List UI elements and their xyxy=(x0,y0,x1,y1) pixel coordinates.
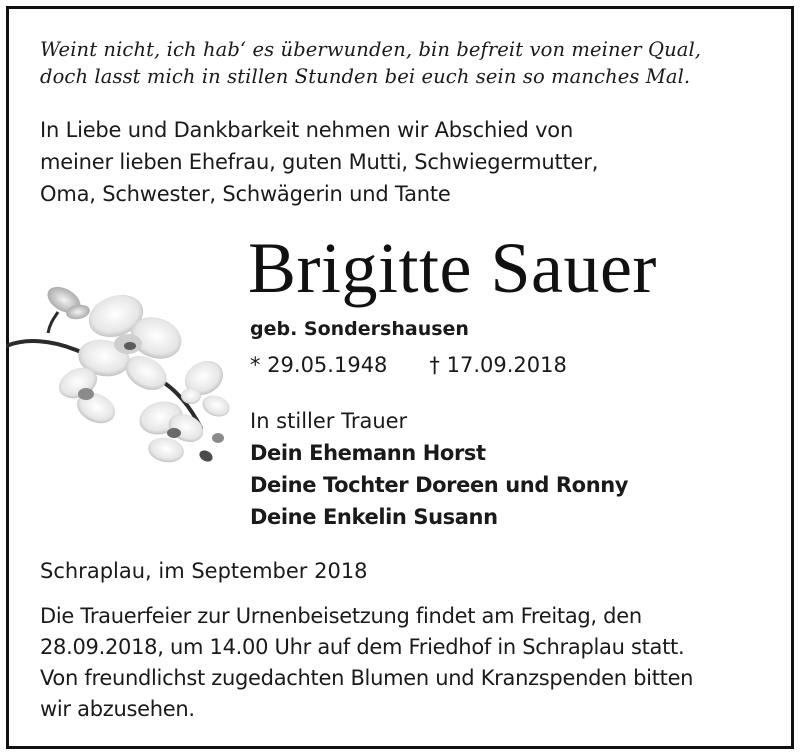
ceremony-text xyxy=(40,601,693,725)
mourning-heading: In stiller Trauer xyxy=(250,409,408,433)
mourners-list xyxy=(250,437,628,533)
motto-verse xyxy=(40,36,701,90)
maiden-name: geb. Sondershausen xyxy=(250,318,469,340)
deceased-name: Brigitte Sauer xyxy=(248,228,657,308)
ceremony-line: Von freundlichst zugedachten Blumen und Kranzspenden bitten xyxy=(40,666,694,690)
ceremony-line: 28.09.2018, um 14.00 Uhr auf dem Friedhof in Schraplau statt. xyxy=(40,635,685,659)
motto-line: Weint nicht, ich hab‘ es überwunden, bin befreit von meiner Qual, xyxy=(40,38,702,61)
mourner: Deine Tochter Doreen und Ronny xyxy=(250,473,629,497)
death-date: † 17.09.2018 xyxy=(429,353,567,377)
birth-date: * 29.05.1948 xyxy=(250,353,388,377)
intro-text xyxy=(40,114,598,210)
intro-line: meiner lieben Ehefrau, guten Mutti, Schwiegermutter, xyxy=(40,150,599,174)
ceremony-line: Die Trauerfeier zur Urnenbeisetzung findet am Freitag, den xyxy=(40,604,642,628)
intro-line: In Liebe und Dankbarkeit nehmen wir Abschied von xyxy=(40,118,574,142)
mourner: Dein Ehemann Horst xyxy=(250,441,486,465)
motto-line: doch lasst mich in stillen Stunden bei euch sein so manches Mal. xyxy=(40,65,691,88)
intro-line: Oma, Schwester, Schwägerin und Tante xyxy=(40,182,451,206)
place-date: Schraplau, im September 2018 xyxy=(40,559,368,583)
life-dates xyxy=(250,349,567,381)
mourner: Deine Enkelin Susann xyxy=(250,505,498,529)
ceremony-line: wir abzusehen. xyxy=(40,697,195,721)
orchid-branch-icon xyxy=(6,278,238,478)
